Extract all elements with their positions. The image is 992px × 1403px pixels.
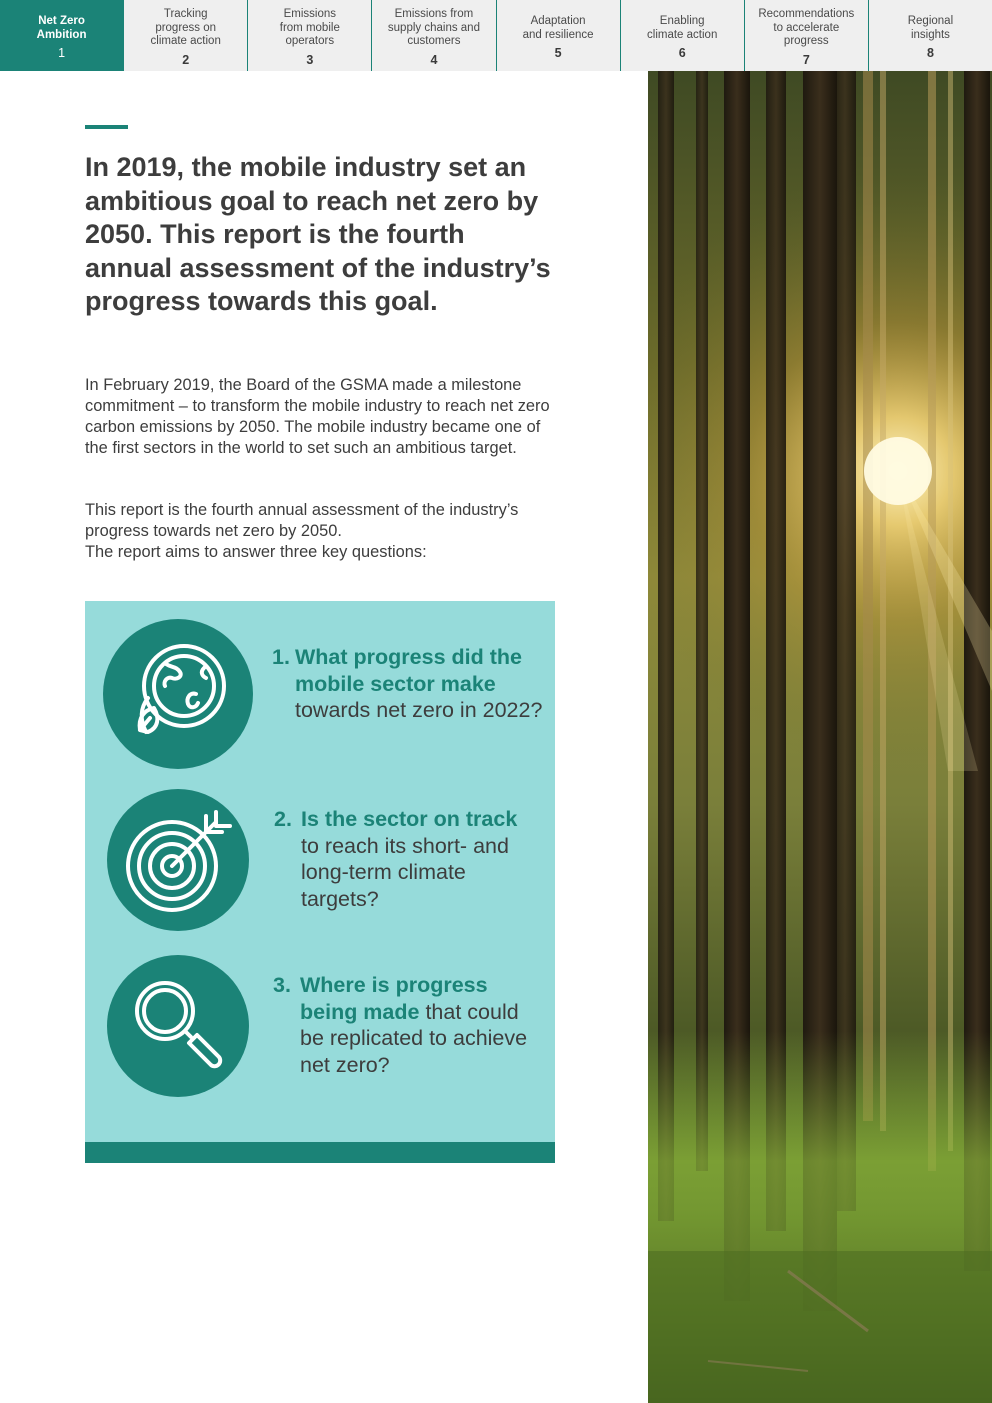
question-rest: that could be replicated to achieve net zero? [300,999,528,1077]
report-aims-paragraph [85,500,557,563]
tab-label: Emissions from mobile operators [279,8,340,48]
tab-number: 4 [430,52,438,67]
question-number: 1. [272,645,290,669]
question-highlight: What progress did the mobile sector make [295,645,522,696]
question-rest: to reach its short- and long-term climate targets? [301,833,509,911]
tab-net-zero-ambition[interactable] [0,0,124,71]
question-text [300,972,540,1078]
question-rest: towards net zero in 2022? [295,698,543,722]
tab-recommendations[interactable] [745,0,869,71]
target-arrow-icon [107,789,249,931]
globe-leaf-icon [103,619,253,769]
tab-label: Net Zero Ambition [36,15,87,41]
tab-enabling-climate-action[interactable] [621,0,745,71]
section-nav [0,0,992,71]
page-headline: In 2019, the mobile industry set an ambitious goal to reach net zero by 2050. This report is the fourth annual assessment of the industry’s progress towards this goal. [85,152,551,317]
report-aims-line: The report aims to answer three key questions: [85,542,427,561]
question-highlight: Is the sector on track [301,807,518,831]
tab-number: 1 [58,46,66,60]
tab-number: 6 [678,46,686,60]
tab-number: 5 [554,46,562,60]
intro-paragraph: In February 2019, the Board of the GSMA made a milestone commitment – to transform the mobile industry to reach net zero carbon emissions by 2050. The mobile industry became one of the first sectors in the world to set such an ambitious target. [85,376,550,457]
tab-emissions-operators[interactable] [248,0,372,71]
tab-regional-insights[interactable] [869,0,992,71]
tab-label: Enabling climate action [647,15,718,41]
tab-number: 7 [802,52,810,67]
tab-label: Regional insights [907,15,954,41]
key-questions-box [85,601,555,1163]
question-number: 2. [274,807,292,831]
forest-photo [648,71,992,1403]
accent-rule [85,125,128,129]
question-number: 3. [273,973,291,997]
magnifier-icon [107,955,249,1097]
tab-label: Tracking progress on climate action [150,8,221,48]
tab-adaptation-resilience[interactable] [497,0,621,71]
tab-number: 3 [306,52,314,67]
question-highlight: Where is progress being made [300,973,488,1024]
tab-number: 2 [182,52,190,67]
tab-tracking-progress[interactable] [124,0,248,71]
question-text [301,806,541,912]
tab-label: Adaptation and resilience [522,15,594,41]
report-aims-line: This report is the fourth annual assessment of the industry’s progress towards net zero by 2050. [85,501,519,540]
tab-label: Emissions from supply chains and customers [387,8,480,48]
tab-label: Recommendations to accelerate progress [758,8,855,48]
question-text [295,644,545,724]
tab-number: 8 [926,46,934,60]
tab-emissions-supply-chains[interactable] [372,0,496,71]
box-footer-bar [85,1142,555,1163]
